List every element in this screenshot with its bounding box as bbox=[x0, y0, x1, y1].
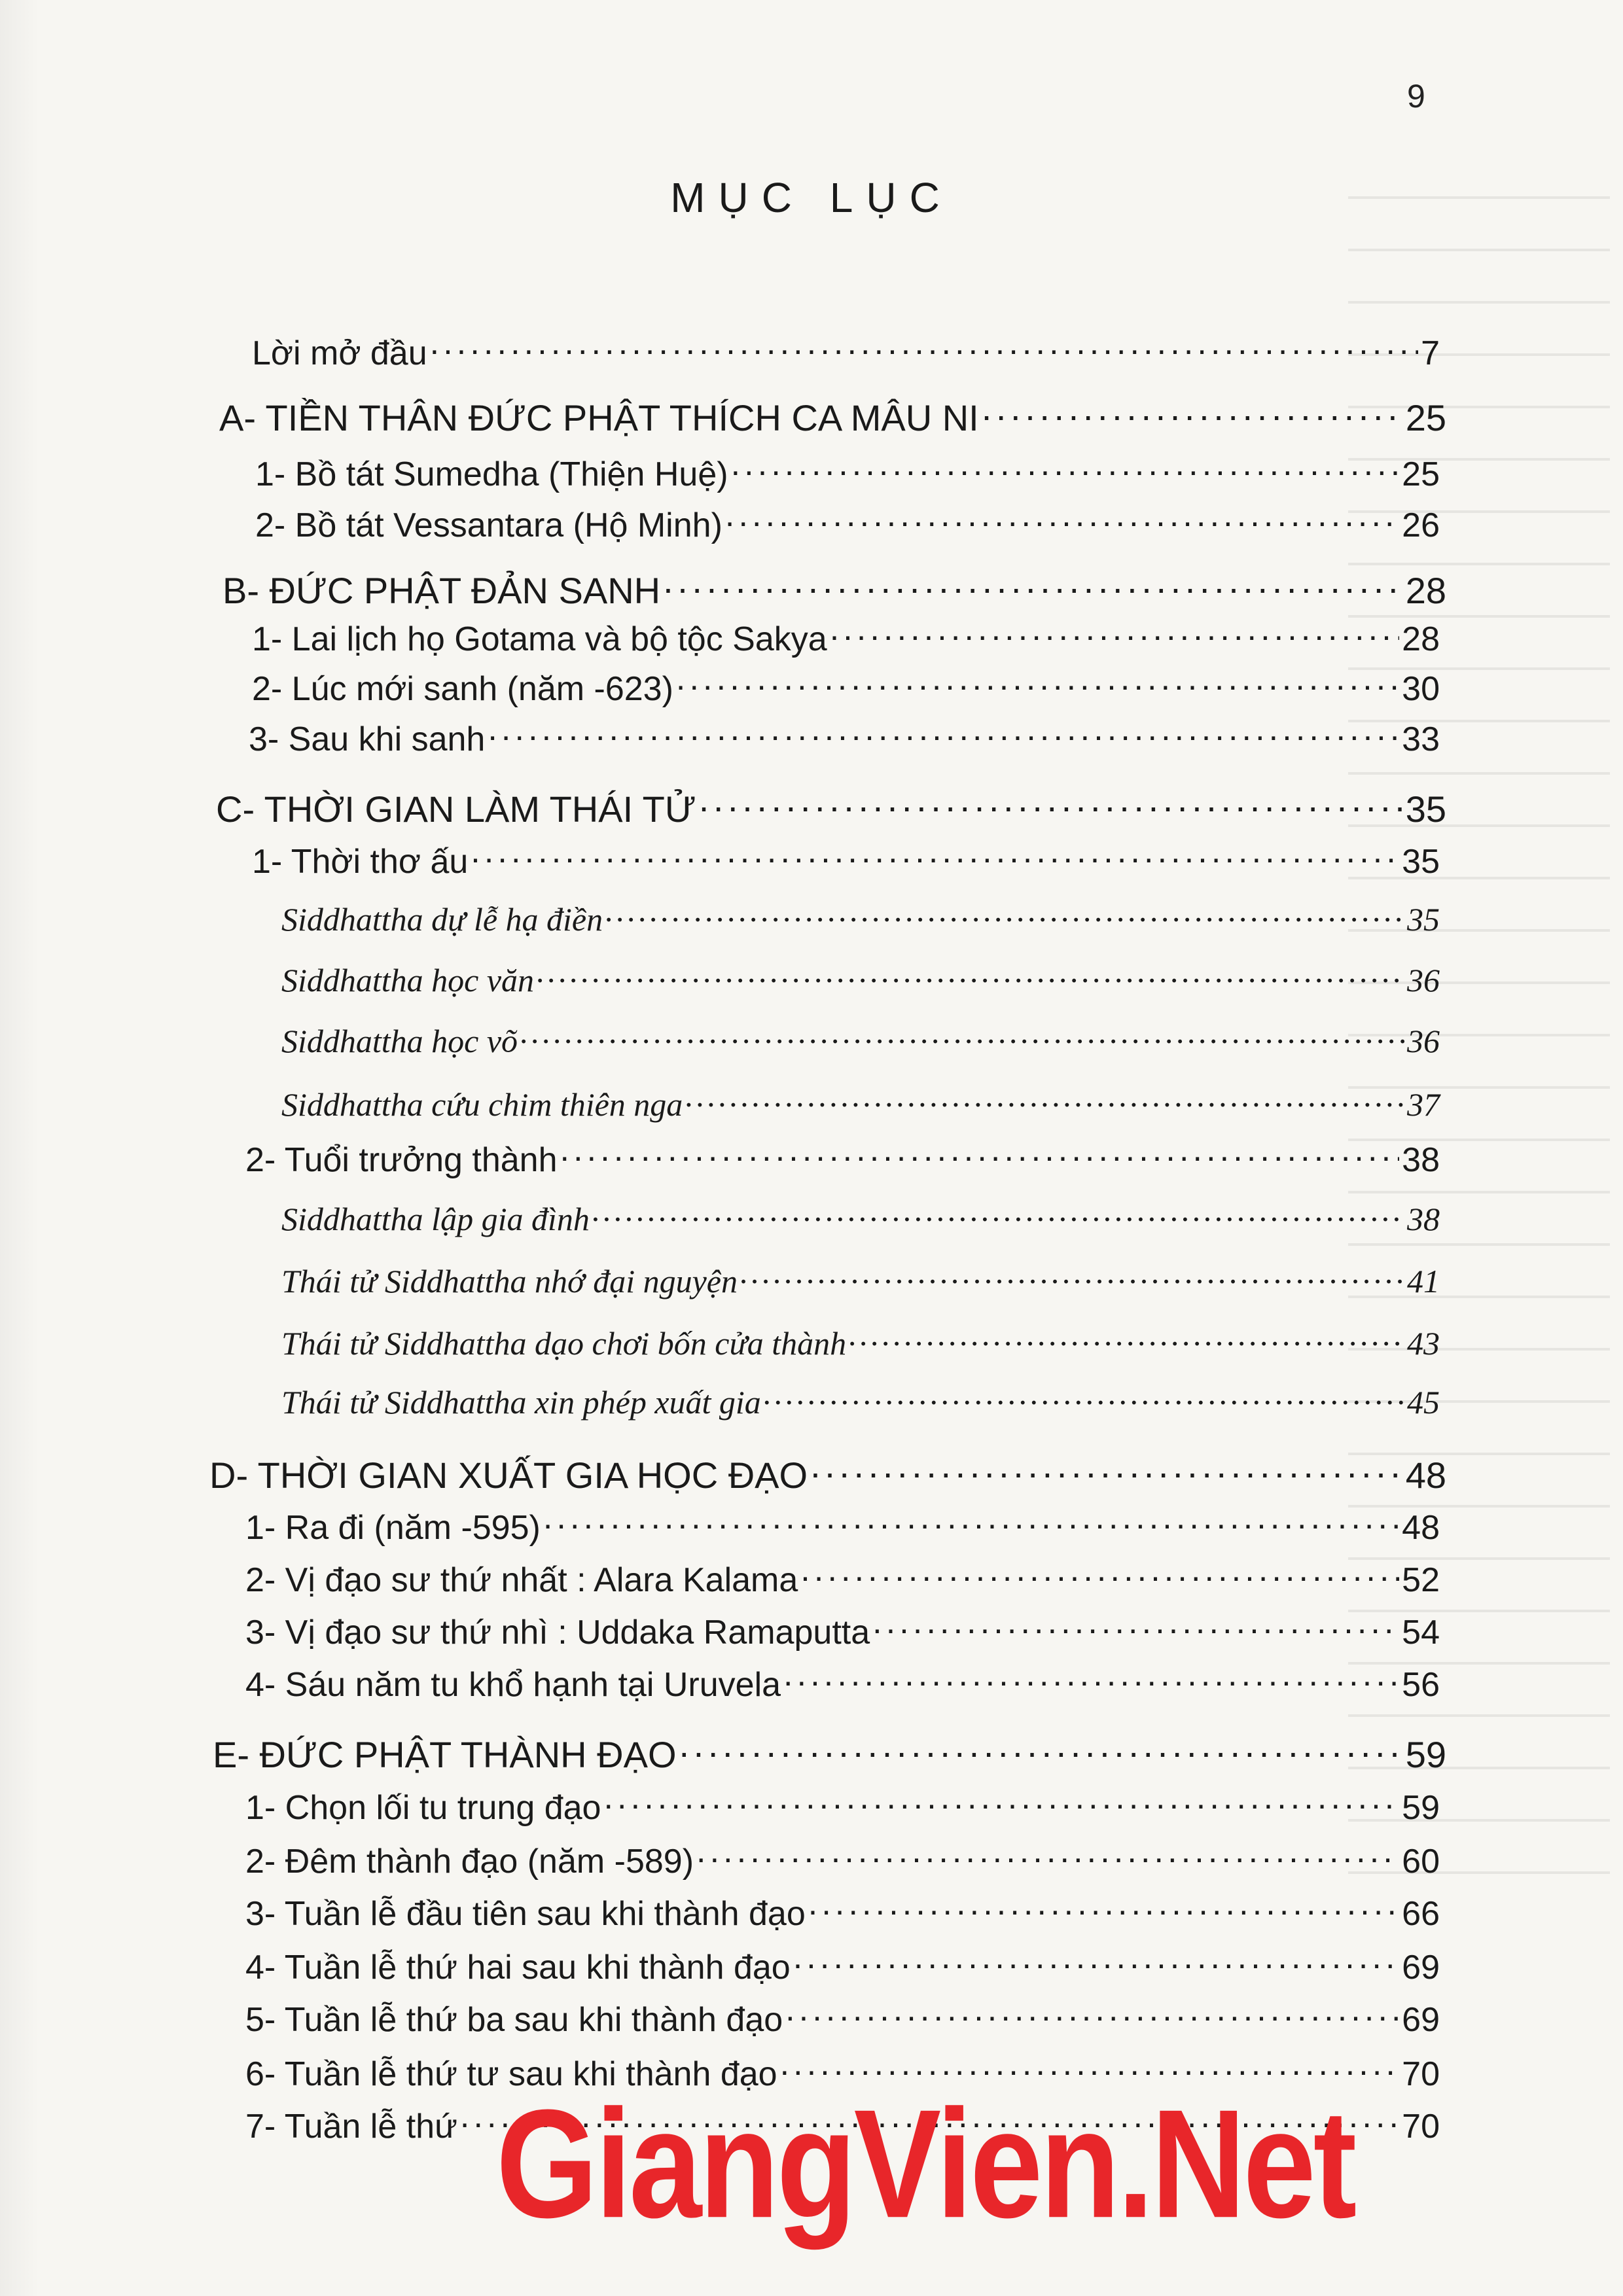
toc-section-entry[interactable] bbox=[213, 1731, 1446, 1776]
leader-dots bbox=[740, 1260, 1404, 1292]
toc-entry-page: 48 bbox=[1402, 1509, 1440, 1547]
toc-entry-label: 3- Vị đạo sư thứ nhì : Uddaka Ramaputta bbox=[245, 1614, 870, 1651]
toc-entry[interactable] bbox=[245, 1505, 1440, 1547]
leader-dots bbox=[520, 1019, 1404, 1052]
toc-entry-page: 52 bbox=[1402, 1561, 1440, 1599]
toc-entry-label: 3- Sau khi sanh bbox=[249, 720, 486, 758]
toc-subsection-entry[interactable] bbox=[281, 1083, 1440, 1123]
toc-entry-page: 36 bbox=[1407, 1023, 1440, 1059]
toc-entry[interactable] bbox=[252, 330, 1440, 373]
toc-entry-label: 2- Lúc mới sanh (năm -623) bbox=[252, 670, 673, 708]
toc-entry-page: 69 bbox=[1402, 2001, 1440, 2039]
toc-subsection-entry[interactable] bbox=[281, 1019, 1440, 1060]
leader-dots bbox=[537, 959, 1404, 991]
toc-entry[interactable] bbox=[245, 1839, 1440, 1881]
toc-entry-label: B- ĐỨC PHẬT ĐẢN SANH bbox=[223, 570, 661, 611]
leader-dots bbox=[872, 1610, 1399, 1644]
toc-entry-label: D- THỜI GIAN XUẤT GIA HỌC ĐẠO bbox=[209, 1455, 808, 1496]
toc-entry-page: 33 bbox=[1402, 720, 1440, 758]
toc-entry-label: Siddhattha học võ bbox=[281, 1023, 518, 1059]
toc-entry-page: 37 bbox=[1407, 1086, 1440, 1123]
leader-dots bbox=[725, 503, 1399, 537]
leader-dots bbox=[605, 898, 1404, 930]
toc-entry-page: 7 bbox=[1421, 334, 1440, 372]
leader-dots bbox=[731, 451, 1400, 486]
toc-entry-page: 38 bbox=[1402, 1141, 1440, 1179]
leader-dots bbox=[793, 1945, 1399, 1979]
toc-entry[interactable] bbox=[252, 839, 1440, 881]
toc-entry-page: 45 bbox=[1407, 1384, 1440, 1421]
leader-dots bbox=[764, 1381, 1404, 1413]
toc-entry-page: 30 bbox=[1402, 670, 1440, 708]
toc-entry[interactable] bbox=[249, 716, 1440, 759]
leader-dots bbox=[783, 1662, 1399, 1696]
toc-subsection-entry[interactable] bbox=[281, 959, 1440, 999]
leader-dots bbox=[560, 1137, 1400, 1171]
toc-entry-label: C- THỜI GIAN LÀM THÁI TỬ bbox=[216, 788, 696, 830]
toc-entry-label: 1- Thời thơ ấu bbox=[252, 843, 469, 881]
leader-dots bbox=[430, 330, 1418, 364]
toc-entry-page: 35 bbox=[1407, 901, 1440, 938]
toc-entry-label: Siddhattha học văn bbox=[281, 962, 535, 998]
toc-entry-page: 41 bbox=[1407, 1263, 1440, 1299]
toc-subsection-entry[interactable] bbox=[281, 1322, 1440, 1362]
leader-dots bbox=[810, 1451, 1403, 1488]
leader-dots bbox=[696, 1839, 1399, 1873]
leader-dots bbox=[830, 616, 1399, 650]
toc-entry-label: Lời mở đầu bbox=[252, 334, 427, 372]
toc-entry-page: 54 bbox=[1402, 1614, 1440, 1651]
toc-entry-page: 48 bbox=[1405, 1455, 1446, 1496]
toc-entry-page: 43 bbox=[1407, 1325, 1440, 1362]
toc-entry-page: 70 bbox=[1402, 2055, 1440, 2093]
toc-subsection-entry[interactable] bbox=[281, 1381, 1440, 1421]
toc-subsection-entry[interactable] bbox=[281, 1197, 1440, 1238]
leader-dots bbox=[543, 1505, 1399, 1539]
toc-entry-label: 2- Đêm thành đạo (năm -589) bbox=[245, 1843, 694, 1881]
toc-entry-label: Siddhattha lập gia đình bbox=[281, 1201, 590, 1237]
leader-dots bbox=[471, 839, 1399, 873]
leader-dots bbox=[785, 1997, 1399, 2031]
toc-entry-label: Thái tử Siddhattha xin phép xuất gia bbox=[281, 1384, 761, 1421]
toc-entry[interactable] bbox=[255, 451, 1440, 494]
toc-entry-page: 70 bbox=[1402, 2108, 1440, 2146]
toc-subsection-entry[interactable] bbox=[281, 1260, 1440, 1300]
toc-entry-label: E- ĐỨC PHẬT THÀNH ĐẠO bbox=[213, 1734, 677, 1775]
leader-dots bbox=[679, 1731, 1403, 1767]
toc-section-entry[interactable] bbox=[219, 394, 1446, 439]
toc-entry-label: Siddhattha cứu chim thiên nga bbox=[281, 1086, 683, 1123]
leader-dots bbox=[592, 1197, 1404, 1230]
toc-entry[interactable] bbox=[245, 1891, 1440, 1934]
toc-entry[interactable] bbox=[245, 1997, 1440, 2040]
toc-entry-page: 60 bbox=[1402, 1843, 1440, 1881]
toc-entry[interactable] bbox=[252, 666, 1440, 709]
toc-entry-label: 4- Tuần lễ thứ hai sau khi thành đạo bbox=[245, 1949, 791, 1987]
toc-entry-page: 25 bbox=[1402, 455, 1440, 493]
leader-dots bbox=[663, 567, 1403, 603]
toc-entry-page: 69 bbox=[1402, 1949, 1440, 1987]
leader-dots bbox=[488, 716, 1399, 751]
toc-entry-page: 28 bbox=[1402, 620, 1440, 658]
toc-entry-page: 59 bbox=[1405, 1734, 1446, 1775]
toc-entry-page: 35 bbox=[1402, 843, 1440, 881]
toc-section-entry[interactable] bbox=[223, 567, 1446, 612]
toc-entry-page: 59 bbox=[1402, 1789, 1440, 1827]
toc-entry-page: 38 bbox=[1407, 1201, 1440, 1237]
toc-entry-label: 2- Bồ tát Vessantara (Hộ Minh) bbox=[255, 506, 722, 544]
toc-entry[interactable] bbox=[255, 503, 1440, 545]
toc-entry-label: A- TIỀN THÂN ĐỨC PHẬT THÍCH CA MÂU NI bbox=[219, 397, 979, 438]
leader-dots bbox=[849, 1322, 1404, 1354]
page-title: MỤC LỤC bbox=[670, 174, 953, 221]
toc-entry[interactable] bbox=[245, 1662, 1440, 1704]
toc-section-entry[interactable] bbox=[209, 1451, 1446, 1496]
toc-entry[interactable] bbox=[245, 1137, 1440, 1180]
toc-entry-page: 36 bbox=[1407, 962, 1440, 998]
toc-entry-page: 25 bbox=[1405, 397, 1446, 438]
leader-dots bbox=[676, 666, 1399, 700]
toc-entry-label: 5- Tuần lễ thứ ba sau khi thành đạo bbox=[245, 2001, 783, 2039]
leader-dots bbox=[699, 785, 1403, 822]
leader-dots bbox=[603, 1785, 1399, 1819]
toc-entry-page: 28 bbox=[1405, 570, 1446, 611]
toc-entry-label: 1- Bồ tát Sumedha (Thiện Huệ) bbox=[255, 455, 728, 493]
toc-entry-label: 1- Lai lịch họ Gotama và bộ tộc Sakya bbox=[252, 620, 827, 658]
toc-entry[interactable] bbox=[245, 1945, 1440, 1987]
toc-entry[interactable] bbox=[245, 1610, 1440, 1652]
toc-entry[interactable] bbox=[245, 1557, 1440, 1600]
leader-dots bbox=[685, 1083, 1404, 1116]
leader-dots bbox=[808, 1891, 1399, 1925]
toc-entry-label: 6- Tuần lễ thứ tư sau khi thành đạo bbox=[245, 2055, 777, 2093]
toc-entry-label: Siddhattha dự lễ hạ điền bbox=[281, 901, 603, 938]
leader-dots bbox=[982, 394, 1403, 431]
toc-entry-label: 7- Tuần lễ thứ bbox=[245, 2108, 457, 2146]
toc-entry-label: 2- Tuổi trưởng thành bbox=[245, 1141, 558, 1179]
toc-entry-label: 2- Vị đạo sư thứ nhất : Alara Kalama bbox=[245, 1561, 798, 1599]
toc-entry-label: 1- Chọn lối tu trung đạo bbox=[245, 1789, 601, 1827]
toc-entry-page: 26 bbox=[1402, 506, 1440, 544]
toc-entry-label: 4- Sáu năm tu khổ hạnh tại Uruvela bbox=[245, 1666, 781, 1704]
page-number: 9 bbox=[1407, 78, 1425, 115]
toc-entry-label: 1- Ra đi (năm -595) bbox=[245, 1509, 541, 1547]
toc-section-entry[interactable] bbox=[216, 785, 1446, 830]
toc-entry-label: Thái tử Siddhattha nhớ đại nguyện bbox=[281, 1263, 738, 1299]
toc-entry-page: 35 bbox=[1405, 788, 1446, 830]
toc-entry[interactable] bbox=[252, 616, 1440, 659]
toc-entry-label: Thái tử Siddhattha dạo chơi bốn cửa thành bbox=[281, 1325, 847, 1362]
toc-entry-page: 56 bbox=[1402, 1666, 1440, 1704]
leader-dots bbox=[800, 1557, 1399, 1591]
toc-entry-page: 66 bbox=[1402, 1895, 1440, 1933]
toc-entry[interactable] bbox=[245, 1785, 1440, 1828]
watermark-logo: GiangVien.Net bbox=[496, 2077, 1355, 2250]
toc-entry-label: 3- Tuần lễ đầu tiên sau khi thành đạo bbox=[245, 1895, 806, 1933]
toc-subsection-entry[interactable] bbox=[281, 898, 1440, 938]
